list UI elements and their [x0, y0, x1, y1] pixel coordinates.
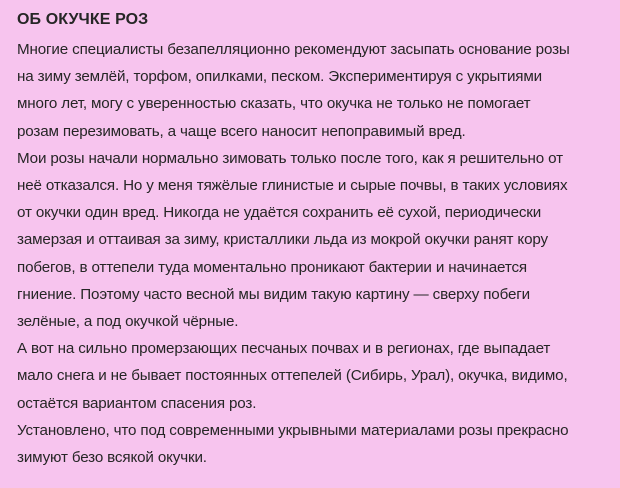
text-line-5: Мои розы начали нормально зимовать только после того, как я решительно от [17, 149, 563, 167]
text-line-14: остаётся вариантом спасения роз. [17, 394, 257, 412]
text-line-16: зимуют безо всякой окучки. [17, 449, 207, 467]
text-line-3: много лет, могу с уверенностью сказать, что окучка не только не помогает [17, 95, 531, 113]
text-line-2: на зиму землёй, торфом, опилками, песком. Экспериментируя с укрытиями [17, 68, 542, 86]
text-line-10: гниение. Поэтому часто весной мы видим такую картину — сверху побеги [17, 285, 530, 303]
text-line-8: замерзая и оттаивая за зиму, кристаллики льда из мокрой окучки ранят кору [17, 231, 548, 249]
text-line-4: розам перезимовать, а чаще всего наносит непоправимый вред. [17, 122, 466, 140]
text-line-7: от окучки один вред. Никогда не удаётся сохранить её сухой, периодически [17, 204, 542, 222]
text-line-9: побегов, в оттепели туда моментально проникают бактерии и начинается [17, 258, 527, 276]
text-line-13: мало снега и не бывает постоянных оттепелей (Сибирь, Урал), окучка, видимо, [17, 367, 568, 385]
text-line-1: Многие специалисты безапелляционно рекомендуют засыпать основание розы [17, 41, 570, 58]
text-line-11: зелёные, а под окучкой чёрные. [17, 313, 239, 331]
article-title: ОБ ОКУЧКЕ РОЗ [17, 11, 149, 28]
text-line-15: Установлено, что под современными укрывными материалами розы прекрасно [17, 421, 569, 439]
text-line-12: А вот на сильно промерзающих песчаных почвах и в регионах, где выпадает [17, 340, 551, 358]
text-line-6: неё отказался. Но у меня тяжёлые глинистые и сырые почвы, в таких условиях [17, 177, 568, 195]
